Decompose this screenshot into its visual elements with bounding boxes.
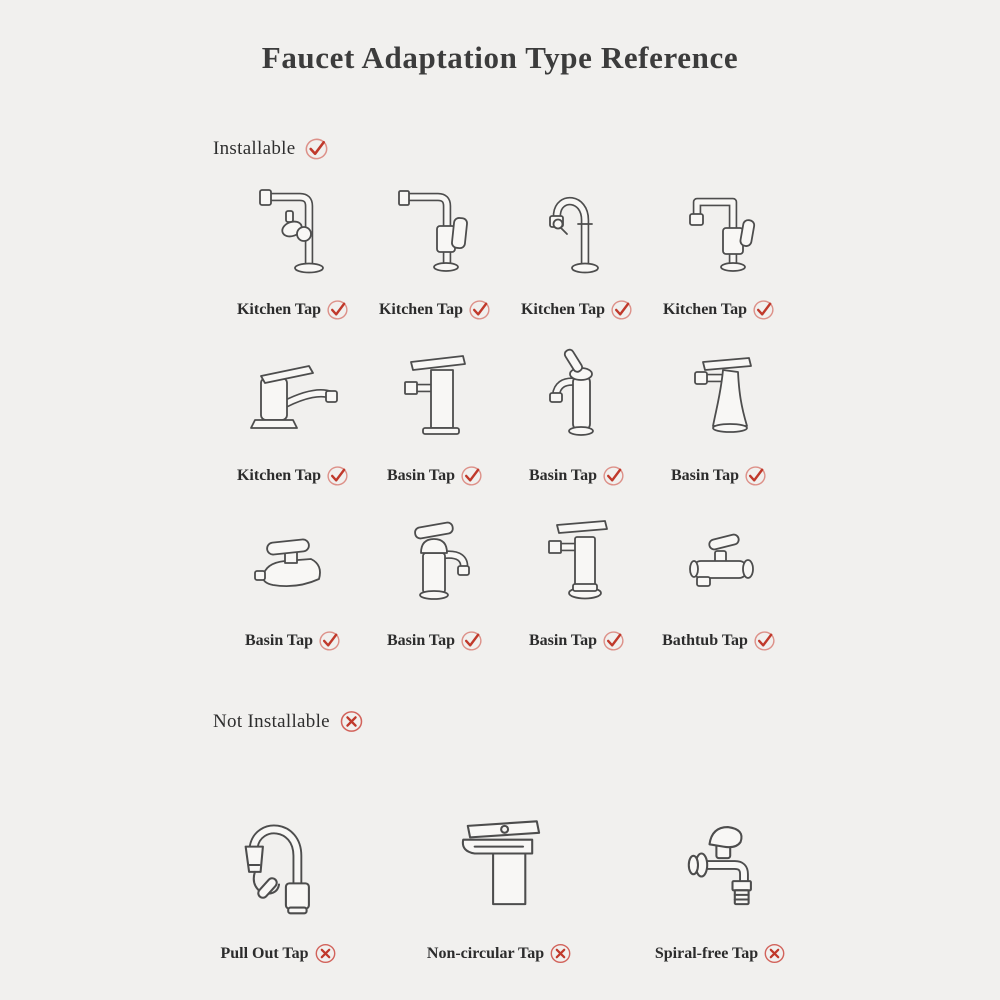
faucet-label: Kitchen Tap (236, 466, 322, 484)
faucet-label-row (427, 942, 572, 965)
installable-row-3 (222, 501, 790, 652)
faucet-card (364, 501, 506, 652)
faucet-label-row (663, 298, 775, 321)
faucet-label-row (662, 629, 776, 652)
faucet-kitchen-arch-icon (659, 170, 779, 290)
faucet-label-row (521, 298, 633, 321)
check-circle-icon (753, 629, 776, 652)
installable-row-1 (222, 170, 790, 321)
faucet-kitchen-swivel-icon (233, 170, 353, 290)
faucet-card (168, 796, 389, 965)
faucet-card (610, 796, 831, 965)
faucet-basin-straight-spout-icon (517, 501, 637, 621)
faucet-label-row (655, 942, 786, 965)
faucet-label: Kitchen Tap (378, 300, 464, 318)
faucet-card (648, 336, 790, 487)
faucet-label-row (671, 464, 767, 487)
faucet-label: Non-circular Tap (426, 944, 545, 962)
section-heading-not-installable (213, 709, 364, 734)
faucet-spiral-free-icon (652, 796, 790, 934)
check-circle-icon (326, 298, 349, 321)
faucet-card (222, 336, 364, 487)
cross-circle-icon (314, 942, 337, 965)
check-circle-icon (318, 629, 341, 652)
faucet-label: Basin Tap (528, 466, 598, 484)
faucet-bathtub-icon (659, 501, 779, 621)
faucet-label: Basin Tap (386, 631, 456, 649)
faucet-label-row (529, 464, 625, 487)
section-heading-label: Installable (213, 137, 296, 159)
faucet-card (506, 501, 648, 652)
check-circle-icon (610, 298, 633, 321)
check-circle-icon (326, 464, 349, 487)
installable-row-2 (222, 336, 790, 487)
faucet-label: Basin Tap (670, 466, 740, 484)
faucet-basin-cylinder-icon (517, 336, 637, 456)
faucet-label-row (379, 298, 491, 321)
not-installable-row (168, 796, 832, 965)
faucet-label-row (529, 629, 625, 652)
faucet-kitchen-square-lever-icon (375, 170, 495, 290)
faucet-card (364, 336, 506, 487)
check-circle-icon (460, 629, 483, 652)
faucet-card (389, 796, 610, 965)
check-circle-icon (304, 136, 329, 161)
faucet-card (648, 501, 790, 652)
faucet-label: Basin Tap (386, 466, 456, 484)
faucet-pull-out-icon (210, 796, 348, 934)
faucet-label-row (220, 942, 336, 965)
faucet-label: Kitchen Tap (662, 300, 748, 318)
check-circle-icon (460, 464, 483, 487)
faucet-kitchen-gooseneck-icon (517, 170, 637, 290)
faucet-label: Pull Out Tap (220, 944, 309, 962)
cross-circle-icon (549, 942, 572, 965)
faucet-basin-curved-spout-icon (375, 501, 495, 621)
faucet-label: Bathtub Tap (662, 631, 748, 649)
faucet-label: Kitchen Tap (520, 300, 606, 318)
faucet-basin-flared-icon (659, 336, 779, 456)
faucet-basin-square-icon (375, 336, 495, 456)
faucet-card (506, 336, 648, 487)
faucet-label: Kitchen Tap (236, 300, 322, 318)
faucet-card (222, 501, 364, 652)
faucet-label: Spiral-free Tap (654, 944, 759, 962)
faucet-label-row (237, 298, 349, 321)
faucet-label-row (387, 629, 483, 652)
faucet-card (222, 170, 364, 321)
check-circle-icon (602, 464, 625, 487)
faucet-label: Basin Tap (244, 631, 314, 649)
check-circle-icon (468, 298, 491, 321)
check-circle-icon (752, 298, 775, 321)
check-circle-icon (602, 629, 625, 652)
faucet-basin-compact-icon (233, 501, 353, 621)
faucet-card (506, 170, 648, 321)
faucet-card (648, 170, 790, 321)
page-title: Faucet Adaptation Type Reference (261, 40, 739, 75)
faucet-card (364, 170, 506, 321)
faucet-label-row (387, 464, 483, 487)
cross-circle-icon (763, 942, 786, 965)
faucet-label: Basin Tap (528, 631, 598, 649)
faucet-label-row (245, 629, 341, 652)
section-heading-label: Not Installable (213, 710, 330, 732)
section-heading-installable (213, 136, 329, 161)
check-circle-icon (744, 464, 767, 487)
cross-circle-icon (339, 709, 364, 734)
faucet-non-circular-icon (431, 796, 569, 934)
faucet-kitchen-long-spout-icon (233, 336, 353, 456)
faucet-label-row (237, 464, 349, 487)
